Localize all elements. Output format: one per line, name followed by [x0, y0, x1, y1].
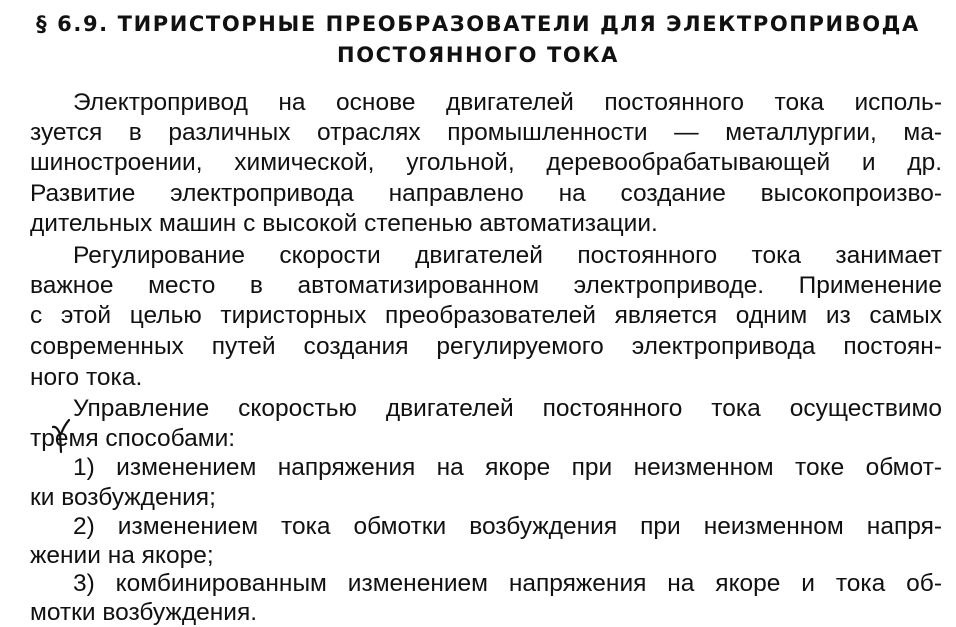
paragraph-1-line-1: Электропривод на основе двигателей постоянного тока исполь- [73, 89, 942, 116]
paragraph-2-line-3: с этой целью тиристорных преобразователей является одним из самых [30, 302, 942, 329]
paragraph-2-line-5: ного тока. [30, 364, 143, 391]
paragraph-2-line-1: Регулирование скорости двигателей постоянного тока занимает [73, 242, 942, 269]
list-item-3-line-2: мотки возбуждения. [30, 599, 258, 626]
section-heading-continuation: ПОСТОЯННОГО ТОКА [337, 43, 619, 67]
section-heading: § 6.9. ТИРИСТОРНЫЕ ПРЕОБРАЗОВАТЕЛИ ДЛЯ ЭЛЕКТРОПРИВОДА [36, 12, 920, 36]
list-item-1-line-1: 1) изменением напряжения на якоре при неизменном токе обмот- [73, 454, 942, 481]
paragraph-2-line-4: современных путей создания регулируемого электропривода постоян- [30, 333, 942, 360]
paragraph-1-line-2: зуется в различных отраслях промышленности — металлургии, ма- [30, 119, 942, 146]
paragraph-1-line-3: шиностроении, химической, угольной, деревообрабатывающей и др. [30, 149, 942, 176]
paragraph-2-line-2: важное место в автоматизированном электроприводе. Применение [30, 272, 942, 299]
paragraph-1-line-5: дительных машин с высокой степенью автоматизации. [30, 210, 658, 237]
paragraph-3-line-1: Управление скоростью двигателей постоянного тока осуществимо [73, 395, 942, 422]
list-item-2-line-1: 2) изменением тока обмотки возбуждения при неизменном напря- [73, 513, 942, 540]
paragraph-1-line-4: Развитие электропривода направлено на создание высокопроизво- [30, 180, 942, 207]
handwritten-check-mark-icon [52, 418, 70, 458]
list-item-3-line-1: 3) комбинированным изменением напряжения на якоре и тока об- [73, 570, 942, 597]
list-item-2-line-2: жении на якоре; [30, 542, 214, 569]
list-item-1-line-2: ки возбуждения; [30, 484, 216, 511]
paragraph-3-line-2: тремя способами: [30, 425, 236, 452]
